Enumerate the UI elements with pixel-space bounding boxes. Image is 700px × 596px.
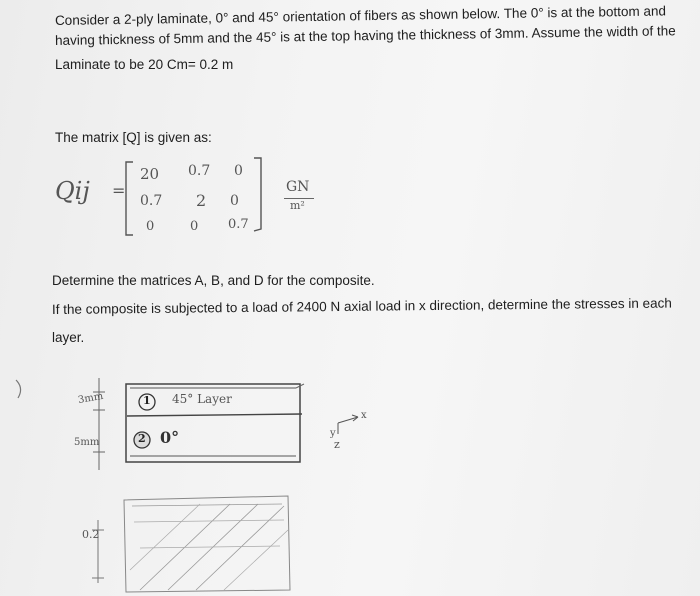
unit-denominator: m² [290, 199, 305, 212]
task-2-line-1: If the composite is subjected to a load of 2400 N axial load in x direction, determine the stresses in each [51, 295, 672, 317]
q-22: 2 [196, 191, 207, 210]
unit-numerator: GN [286, 179, 310, 195]
q-31: 0 [146, 219, 155, 234]
top-thickness-label: 3mm [77, 390, 105, 407]
axis-x-label: x [361, 410, 367, 421]
q-11: 20 [140, 165, 160, 183]
layer-2-label: 0° [160, 428, 180, 447]
matrix-equals: = [112, 181, 126, 200]
q-13: 0 [234, 163, 243, 179]
matrix-symbol: Qij [55, 177, 90, 205]
bottom-thickness-label: 5mm [74, 437, 100, 448]
problem-line-2: having thickness of 5mm and the 45° is at the top having the thickness of 3mm. Assume the width of the [54, 23, 676, 48]
q-33: 0.7 [228, 217, 249, 232]
problem-line-1: Consider a 2-ply laminate, 0° and 45° orientation of fibers as shown below. The 0° is at the bottom and [54, 3, 667, 28]
matrix-intro: The matrix [Q] is given as: [55, 130, 212, 145]
q-12: 0.7 [188, 163, 211, 179]
task-2-line-2: layer. [52, 330, 85, 345]
width-label: 0.2 [82, 528, 100, 541]
task-1: Determine the matrices A, B, and D for the composite. [52, 273, 375, 288]
axis-z-label: z [334, 438, 340, 451]
layer-1-number: 1 [143, 394, 151, 407]
problem-line-3: Laminate to be 20 Cm= 0.2 m [55, 57, 234, 72]
q-32: 0 [190, 219, 199, 234]
layer-2-number: 2 [138, 432, 146, 445]
q-23: 0 [230, 193, 239, 209]
q-21: 0.7 [140, 193, 163, 209]
axis-y-label: y [330, 428, 336, 439]
layer-1-label: 45° Layer [172, 392, 232, 406]
